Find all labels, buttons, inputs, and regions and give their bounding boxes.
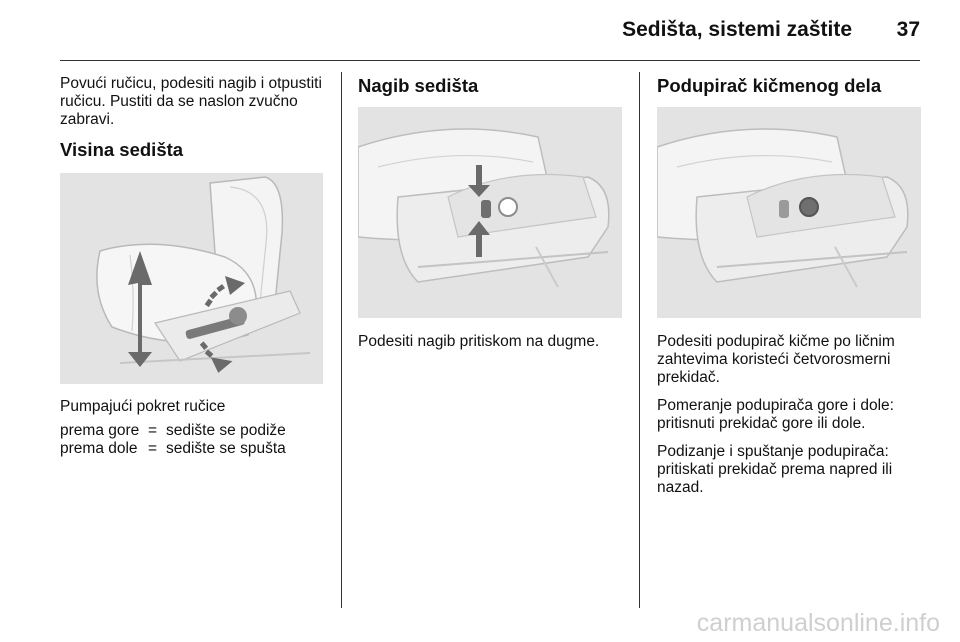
header-rule	[60, 60, 920, 61]
kv-key: prema gore	[60, 422, 140, 439]
kv-row-down	[60, 440, 322, 458]
intro-paragraph: Povući ručicu, podesiti nagib i otpustiti ručicu. Pustiti da se naslon zvučno zabravi.	[60, 75, 322, 128]
seat-height-heading: Visina sedišta	[60, 139, 184, 160]
seat-tilt-caption-block	[358, 333, 620, 361]
seat-height-illustration	[60, 173, 323, 384]
seat-tilt-heading: Nagib sedišta	[358, 75, 479, 96]
lumbar-paragraph-1: Podesiti podupirač kičme po ličnim zahtevima koristeći četvorosmerni prekidač.	[657, 333, 895, 386]
watermark: carmanualsonline.info	[696, 609, 940, 637]
lumbar-support-heading: Podupirač kičmenog dela	[657, 75, 882, 96]
column-2	[358, 75, 620, 97]
seat-height-caption: Pumpajući pokret ručice	[60, 398, 226, 415]
kv-value: sedište se podiže	[166, 422, 286, 439]
lumbar-paragraph-3: Podizanje i spuštanje podupirača: pritiskati prekidač prema napred ili nazad.	[657, 443, 893, 496]
kv-separator: =	[148, 440, 158, 457]
column-divider-2	[639, 72, 640, 608]
kv-row-up	[60, 422, 322, 440]
lumbar-support-illustration	[657, 107, 921, 318]
kv-value: sedište se spušta	[166, 440, 286, 457]
column-3	[657, 75, 919, 97]
lumbar-paragraph-2: Pomeranje podupirača gore i dole: pritisnuti prekidač gore ili dole.	[657, 397, 894, 432]
kv-key: prema dole	[60, 440, 138, 457]
header-title: Sedišta, sistemi zaštite	[622, 18, 852, 41]
column-1	[60, 75, 322, 161]
seat-tilt-caption: Podesiti nagib pritiskom na dugme.	[358, 333, 600, 350]
kv-separator: =	[148, 422, 158, 439]
column-divider-1	[341, 72, 342, 608]
seat-height-caption-block	[60, 398, 322, 458]
seat-tilt-illustration	[358, 107, 622, 318]
lumbar-support-text	[657, 333, 919, 507]
page-number: 37	[896, 18, 920, 41]
